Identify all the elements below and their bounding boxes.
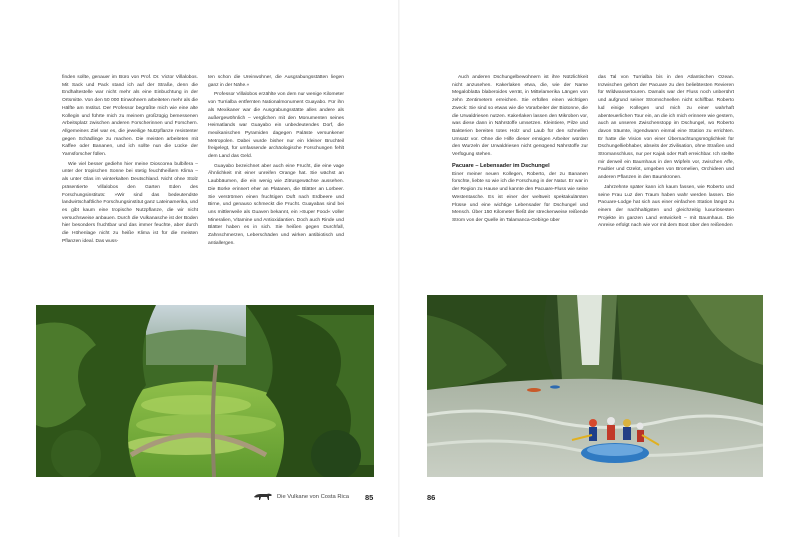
running-footer-title: Die Vulkane von Costa Rica <box>277 494 349 500</box>
paragraph: Einer meiner neuen Kollegen, Roberto, der zu Bananen forschte, liebte so wie ich die Forschung in der Natur. Er war in der Region zu Hause und kannte den Pacuare-Fluss wie seine Westentasche. Es ist einer der weltweit spektakulärsten Flüsse und eine wichtige Lebensader für Dschungel und Mensch. Über 150 Kilometer fließt der streckenweise reißende Strom von der Quelle im Talamanca-Gebirge über <box>452 171 588 223</box>
right-column-1 <box>452 74 588 227</box>
ruins-photo <box>36 305 374 477</box>
page-number: 85 <box>365 493 374 502</box>
paragraph: Jahrzehnte später kann ich kaum fassen, wie Roberto und seine Frau Luz den Traum haben wahr werden lassen. Die Pacuare-Lodge hat sich aus einer einfachen Station längst zu einem der nachhaltigsten und gleichzeitig luxuriösesten Projekte im ganzen Land entwickelt – mit Baumhaus. Die Anreise erfolgt nach wie vor mit dem Boot über den reißenden <box>598 184 734 229</box>
paragraph: finden sollte, genauer im Büro von Prof. Dr. Victor Villalobos. Mit Sack und Pack stand ich auf der Straße, denn die Endhaltestelle war nicht mehr als eine Einbuchtung in der Ortsmitte. Von den 50 000 Einwohnern arbeiteten mehr als die Hälfte am Institut. Der Professor begrüßte mich wie eine alte Kollegin und führte mich zu meinem großzügig bemessenen Arbeitsplatz zwischen anderen Forscherinnen und Forschern. Allgemeines Ziel war es, die jeweilige Nutzpflanze resistenter gegen Schädlinge zu machen. Die meisten arbeiteten mit Kaffee oder Bananen, und ich sollte nun die Lücke der Yamsforscher füllen. <box>62 75 198 158</box>
section-heading: Pacuare – Lebensader im Dschungel <box>452 162 550 169</box>
paragraph: das Tal von Turrialba bis in den Atlantischen Ozean. Inzwischen gehört der Pacuare zu den beliebtesten Revieren für Wildwassertouren. Damals war der Fluss noch unberührt und aufgrund seiner Stromschnellen nicht schiffbar. Roberto lud einige Kollegen und mich zu einer wahrhaft abenteuerlichen Tour ein, an die ich mich erinnere wie gestern, auch an unseren Zwischenstopp im Dschungel, wo Roberto davon träumte, irgendwann einmal eine Station zu errichten. Er hatte die Vision von einer Übernachtungsmöglichkeit für Dschungelliebhaber, abseits der Zivilisation, ohne Straßen und Stromanschluss, nur per Kajak oder Raft erreichbar. Ich stellte mir derweil ein Baumhaus in den Wipfeln vor, zwischen Affe, Faultier und Ozelot, umgeben von Bromelien, Orchideen und anderen Pflanzen in den Baumkronen. <box>598 75 734 181</box>
paragraph: ten schon die Ureinwohner, die Ausgrabungsstätten liegen ganz in der Nähe.« <box>208 75 344 88</box>
right-column-2 <box>598 74 734 232</box>
paragraph: Wie viel besser gediehn hier meine Dioscorea bulbifera – unter der tropischen Sonne bei stetig feuchtheißem Klima – als unter Glas im winterkalten Deutschland. Nicht ohne Stolz präsentierte Villalobos den Garten Eden des Forschungsinstituts: »Wir sind das bedeutendste landwirtschaftliche Forschungsinstitut ganz Lateinamerika, und es gibt kaum eine tropische Nutzpflanze, die wir nicht versuchsweise anbauen. Durch die Vulkanasche ist der Boden hier besonders fruchtbar und das immer feuchte, aber durch die Höhenlage nicht zu heiße Klima ist für die meisten Pflanzen ideal. Das wuss- <box>62 161 198 244</box>
paragraph: Professor Villalobos erzählte von dem nur wenige Kilometer von Turrialba entfernten Nationalmonument Guayabo. Für ihn als Mexikaner war die Ausgrabungsstätte alles andere als außergewöhnlich – verglichen mit den Monumenten seines Heimatlands war Guayabo ein unbedeutendes Dorf, die mexikanischen Pyramiden dagegen Paläste versunkener Metropolen. Dabei wurde bisher nur ein kleiner Bruchteil freigelegt, für umfassende archäologische Forschungen fehlt dem Land das Geld. <box>208 92 344 160</box>
left-column-1 <box>62 74 198 247</box>
paragraph: Guayabo bezeichnet aber auch eine Frucht, die eine vage Ähnlichkeit mit einer unreifen Orange hat. Sie wächst an Laubbäumen, die ein wenig wie Zitrusgewächse aussehen. Die Borke erinnert eher an Platanen, die Blätter an Lorbeer. Sie verströmen einen fruchtigen Duft nach Erdbeere und Birne, und genauso schmeckt die Frucht. Guayabas sind bei uns mittlerweile als Guaven bekannt, ein »Super Food« voller Mineralien, Vitamine und Antioxidantien. Doch auch Rinde und Blätter haben es in sich. Sie heißen gegen Durchfall, Zahnschmerzen, Leberschäden und wirken antibiotisch und antiallergen. <box>208 163 344 246</box>
jaguar-icon <box>253 491 273 501</box>
rafting-photo <box>427 295 763 477</box>
paragraph: Auch anderen Dschungelbewohnern ist ihre Nützlichkeit nicht anzusehen. Kakerlaken etwa, die, wie der Name Megaloblatta blaberoides verrät, in Mittelamerika Längen von zehn Zentimetern erreichen. Sie erfüllen einen wichtigen Zweck: Sie sind so etwas wie die Vorarbeiter der Biotonne, die die Urwaldriesen nutzen. Kakerlaken lassen den Mikroben vor, was diese dann in Nährstoffe umsetzen. Kleintiere, Pilze und Bakterien bereiten totes Holz und Laub für den schnellen Umsatz vor. Ohne die Hilfe dieser emsigen Arbeiter würden den Wurzeln der Urwaldriesen nicht genügend Nährstoffe zur Verfügung stehen. <box>452 75 588 158</box>
left-column-2 <box>208 74 344 249</box>
page-number: 86 <box>427 493 436 502</box>
right-page <box>400 0 800 537</box>
